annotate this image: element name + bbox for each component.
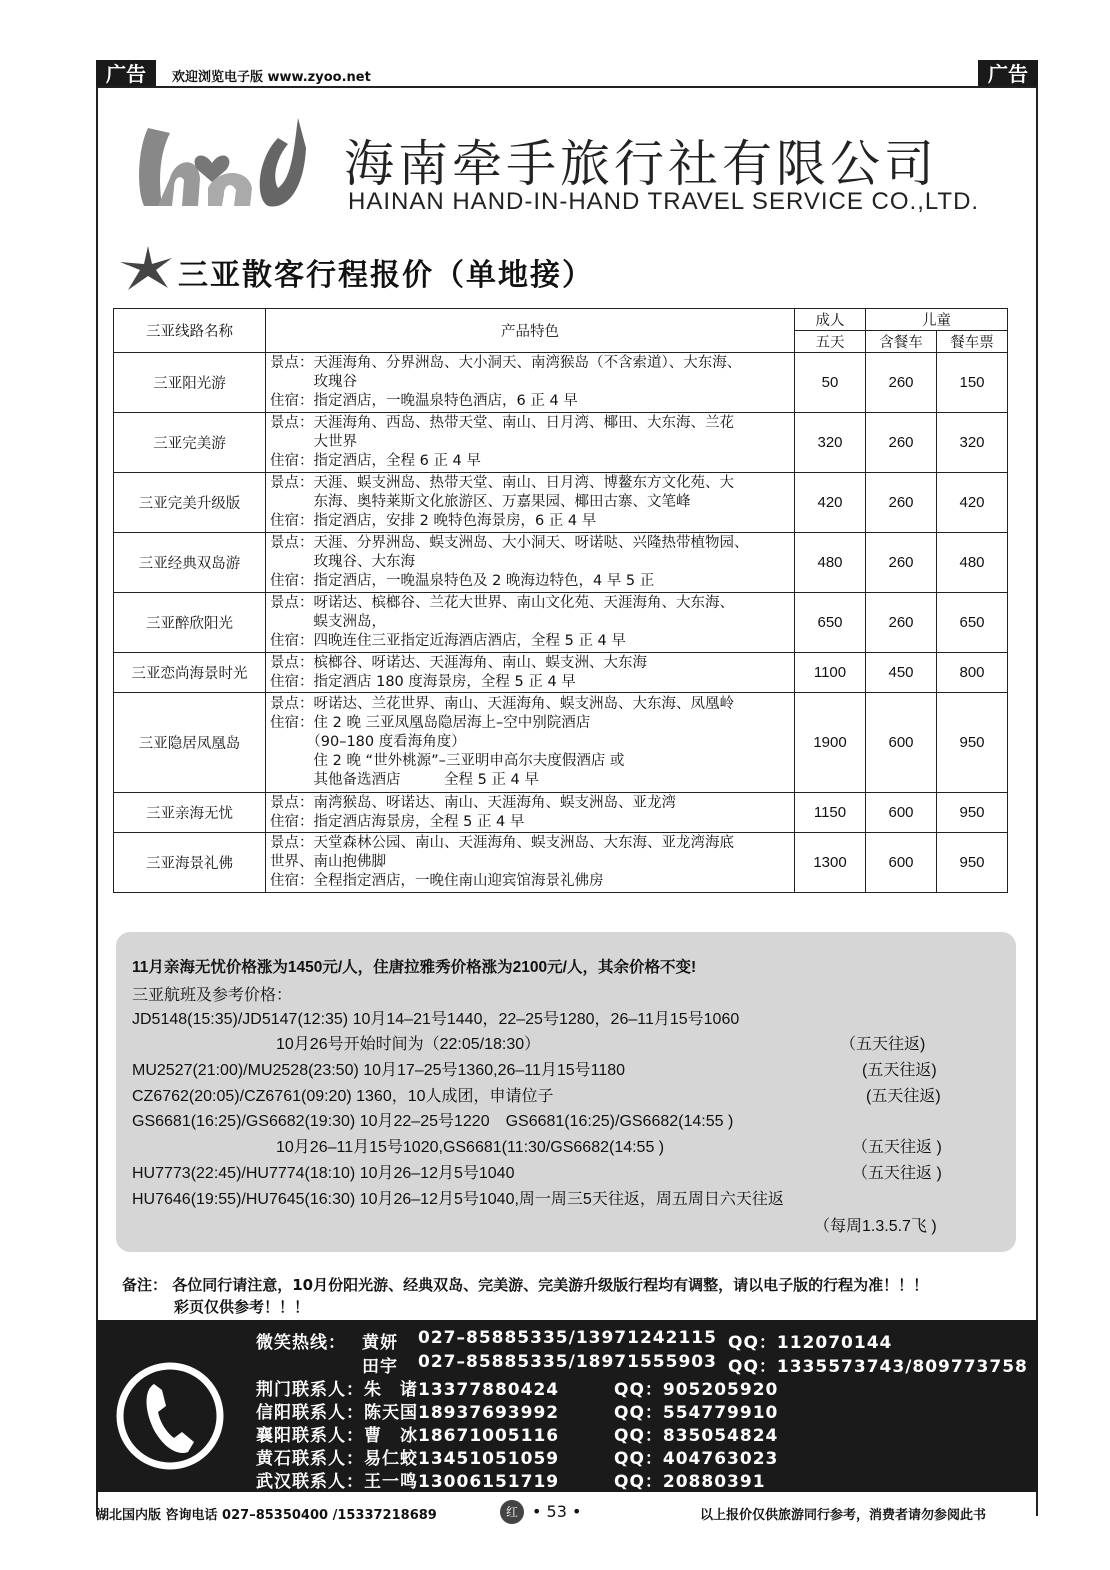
feature-line: 住 2 晚 “世外桃源”–三亚明申高尔夫度假酒店 或	[270, 753, 625, 769]
header-adult: 成人	[795, 309, 866, 331]
flight-cz: CZ6762(20:05)/CZ6761(09:20) 1360，10人成团，申请位子	[132, 1088, 554, 1105]
price-adult: 50	[795, 353, 866, 413]
hotline-label: 微笑热线：	[256, 1333, 346, 1353]
feature-line: 景点：天涯、分界洲岛、蜈支洲岛、大小洞天、呀诺哒、兴隆热带植物园、	[270, 535, 749, 551]
price-adult: 1100	[795, 653, 866, 693]
feature-line: 玫瑰谷、大东海	[270, 554, 415, 570]
price-child-ticket: 800	[937, 653, 1008, 693]
feature-line: 景点：呀诺达、兰花世界、南山、天涯海角、蜈支洲岛、大东海、凤凰岭	[270, 696, 734, 712]
feature-line: （90–180 度看海角度）	[270, 734, 466, 750]
route-name: 三亚海景礼佛	[114, 833, 266, 893]
price-child-ticket: 150	[937, 353, 1008, 413]
contact-huangshi: 黄石联系人：易仁蛟13451051059	[256, 1449, 560, 1469]
flights-title: 三亚航班及参考价格：	[132, 987, 293, 1004]
price-child-ticket: 420	[937, 473, 1008, 533]
contact-xiangyang-qq: QQ：835054824	[614, 1426, 779, 1446]
header-feature: 产品特色	[266, 309, 795, 353]
company-name-en: HAINAN HAND-IN-HAND TRAVEL SERVICE CO.,LTD.	[348, 188, 980, 215]
price-child-meal: 260	[866, 353, 937, 413]
route-name: 三亚阳光游	[114, 353, 266, 413]
feature-line: 住宿：指定酒店，安排 2 晚特色海景房，6 正 4 早	[270, 513, 597, 529]
contact-xinyang: 信阳联系人：陈天国18937693992	[256, 1403, 560, 1423]
flight-jd-time: 10月26号开始时间为（22:05/18:30）	[276, 1036, 541, 1053]
route-features	[266, 833, 795, 893]
remark-line2: 彩页仅供参考！！！	[174, 1298, 310, 1316]
feature-line: 住宿：指定酒店，一晚温泉特色及 2 晚海边特色，4 早 5 正	[270, 573, 655, 589]
route-features	[266, 533, 795, 593]
price-child-meal: 600	[866, 833, 937, 893]
route-name: 三亚恋尚海景时光	[114, 653, 266, 693]
feature-line: 住宿：指定酒店海景房，全程 5 正 4 早	[270, 813, 525, 830]
price-child-meal: 260	[866, 533, 937, 593]
flight-hu7773-note: （五天往返 )	[852, 1165, 942, 1182]
feature-line: 景点：天涯、蜈支洲岛、热带天堂、南山、日月湾、博鳌东方文化苑、大	[270, 475, 734, 491]
remark-line1: 备注： 各位同行请注意，10月份阳光游、经典双岛、完美游、完美游升级版行程均有调整，请以电子版的行程为准！！！	[122, 1276, 929, 1294]
ad-badge-right: 广告	[978, 60, 1038, 88]
price-child-ticket: 320	[937, 413, 1008, 473]
price-adult: 1150	[795, 793, 866, 833]
price-child-ticket: 950	[937, 793, 1008, 833]
flight-gs: GS6681(16:25)/GS6682(19:30) 10月22–25号1220 GS6681(16:25)/GS6682(14:55 )	[132, 1113, 734, 1130]
feature-line: 住宿：四晚连住三亚指定近海酒店酒店，全程 5 正 4 早	[270, 633, 626, 649]
route-name: 三亚完美升级版	[114, 473, 266, 533]
feature-line: 住宿：指定酒店 180 度海景房，全程 5 正 4 早	[270, 673, 576, 690]
table-row	[114, 413, 1008, 473]
flight-jd-note: （五天往返)	[840, 1036, 926, 1053]
feature-line: 其他备选酒店 全程 5 正 4 早	[270, 772, 539, 788]
page-number: • 53 •	[532, 1502, 582, 1521]
route-name: 三亚醉欣阳光	[114, 593, 266, 653]
price-child-meal: 600	[866, 793, 937, 833]
price-table	[113, 308, 1008, 893]
price-child-meal: 450	[866, 653, 937, 693]
contact-huangshi-qq: QQ：404763023	[614, 1449, 779, 1469]
feature-line: 景点：天涯海角、分界洲岛、大小洞天、南湾猴岛（不含索道）、大东海、	[270, 355, 742, 371]
hotline-phone-1: 027–85885335/13971242115	[418, 1328, 717, 1348]
route-features	[266, 653, 795, 693]
route-name: 三亚完美游	[114, 413, 266, 473]
table-row	[114, 593, 1008, 653]
route-features	[266, 593, 795, 653]
route-features	[266, 793, 795, 833]
price-adult: 650	[795, 593, 866, 653]
table-row	[114, 833, 1008, 893]
ad-badge-left: 广告	[96, 60, 156, 88]
contact-jingmen: 荆门联系人：朱 诸13377880424	[256, 1380, 560, 1400]
contact-xiangyang: 襄阳联系人：曹 冰18671005116	[256, 1426, 560, 1446]
price-child-ticket: 950	[937, 693, 1008, 793]
contact-wuhan-qq: QQ：20880391	[614, 1472, 766, 1492]
route-features	[266, 693, 795, 793]
contact-xinyang-qq: QQ：554779910	[614, 1403, 779, 1423]
hotline-phone-2: 027–85885335/18971555903	[418, 1352, 717, 1372]
table-row	[114, 793, 1008, 833]
feature-line: 住宿：指定酒店，一晚温泉特色酒店，6 正 4 早	[270, 393, 578, 409]
header-route: 三亚线路名称	[114, 309, 266, 353]
table-row	[114, 533, 1008, 593]
footer-left: 湖北国内版 咨询电话 027–85350400 /15337218689	[96, 1508, 437, 1523]
price-adult: 320	[795, 413, 866, 473]
flight-hu7646: HU7646(19:55)/HU7645(16:30) 10月26–12月5号1040,周一周三5天往返，周五周日六天往返	[132, 1191, 784, 1208]
feature-line: 蜈支洲岛，	[270, 614, 386, 630]
feature-line: 景点：槟榔谷、呀诺达、天涯海角、南山、蜈支洲、大东海	[270, 654, 647, 671]
page-badge: 红	[500, 1500, 524, 1524]
table-row	[114, 473, 1008, 533]
header-adult-days: 五天	[795, 331, 866, 353]
price-adult: 480	[795, 533, 866, 593]
feature-line: 大世界	[270, 434, 357, 450]
price-child-ticket: 650	[937, 593, 1008, 653]
welcome-text: 欢迎浏览电子版 www.zyoo.net	[172, 70, 371, 85]
flight-gs-late: 10月26–11月15号1020,GS6681(11:30/GS6682(14:55 )	[276, 1139, 665, 1156]
price-adult: 420	[795, 473, 866, 533]
feature-line: 景点：天堂森林公园、南山、天涯海角、蜈支洲岛、大东海、亚龙湾海底	[270, 835, 734, 851]
table-row	[114, 353, 1008, 413]
footer-right: 以上报价仅供旅游同行参考，消费者请勿参阅此书	[700, 1508, 987, 1523]
price-child-meal: 260	[866, 593, 937, 653]
table-row	[114, 693, 1008, 793]
flight-cz-note: (五天往返)	[866, 1088, 941, 1105]
route-features	[266, 353, 795, 413]
feature-line: 景点：天涯海角、西岛、热带天堂、南山、日月湾、椰田、大东海、兰花	[270, 415, 734, 431]
feature-line: 世界、南山抱佛脚	[270, 854, 386, 870]
flight-hu7773: HU7773(22:45)/HU7774(18:10) 10月26–12月5号1040	[132, 1165, 515, 1182]
price-child-meal: 260	[866, 413, 937, 473]
hotline-qq-2: QQ：1335573743/809773758	[728, 1357, 1028, 1377]
contact-block	[96, 1320, 1038, 1492]
price-adult: 1900	[795, 693, 866, 793]
starfish-icon	[118, 244, 174, 292]
flight-jd: JD5148(15:35)/JD5147(12:35) 10月14–21号1440，22–25号1280，26–11月15号1060	[132, 1011, 740, 1028]
flight-hu7646-note: （每周1.3.5.7飞 )	[814, 1218, 937, 1235]
header-child-ticket: 餐车票	[937, 331, 1008, 353]
route-name: 三亚亲海无忧	[114, 793, 266, 833]
route-name: 三亚隐居凤凰岛	[114, 693, 266, 793]
header-child: 儿童	[866, 309, 1008, 331]
feature-line: 玫瑰谷	[270, 374, 357, 390]
price-child-ticket: 480	[937, 533, 1008, 593]
notice-headline: 11月亲海无忧价格涨为1450元/人，住唐拉雅秀价格涨为2100元/人，其余价格不变!	[132, 959, 697, 976]
feature-line: 住宿：全程指定酒店，一晚住南山迎宾馆海景礼佛房	[270, 873, 604, 889]
feature-line: 住宿：指定酒店，全程 6 正 4 早	[270, 453, 481, 469]
table-row	[114, 653, 1008, 693]
price-child-meal: 260	[866, 473, 937, 533]
price-child-ticket: 950	[937, 833, 1008, 893]
route-features	[266, 413, 795, 473]
price-child-meal: 600	[866, 693, 937, 793]
hotline-qq-1: QQ：112070144	[728, 1333, 893, 1353]
feature-line: 景点：南湾猴岛、呀诺达、南山、天涯海角、蜈支洲岛、亚龙湾	[270, 794, 676, 811]
section-title: 三亚散客行程报价（单地接）	[178, 258, 594, 293]
contact-jingmen-qq: QQ：905205920	[614, 1380, 779, 1400]
flight-mu: MU2527(21:00)/MU2528(23:50) 10月17–25号1360,26–11月15号1180	[132, 1062, 626, 1079]
price-adult: 1300	[795, 833, 866, 893]
feature-line: 景点：呀诺达、槟榔谷、兰花大世界、南山文化苑、天涯海角、大东海、	[270, 595, 734, 611]
header-child-meal: 含餐车	[866, 331, 937, 353]
route-features	[266, 473, 795, 533]
route-name: 三亚经典双岛游	[114, 533, 266, 593]
hotline-name-2: 田宇	[362, 1357, 398, 1377]
flight-gs-note: （五天往返 )	[852, 1139, 942, 1156]
flight-mu-note: (五天往返)	[862, 1062, 937, 1079]
company-name-cn: 海南牵手旅行社有限公司	[344, 135, 938, 193]
hotline-name-1: 黄妍	[362, 1333, 398, 1353]
feature-line: 住宿：住 2 晚 三亚凤凰岛隐居海上–空中别院酒店	[270, 715, 591, 731]
feature-line: 东海、奥特莱斯文化旅游区、万嘉果园、椰田古寨、文笔峰	[270, 494, 691, 510]
phone-icon	[114, 1360, 226, 1472]
contact-wuhan: 武汉联系人：王一鸣13006151719	[256, 1472, 560, 1492]
hand-logo-icon	[128, 108, 318, 218]
